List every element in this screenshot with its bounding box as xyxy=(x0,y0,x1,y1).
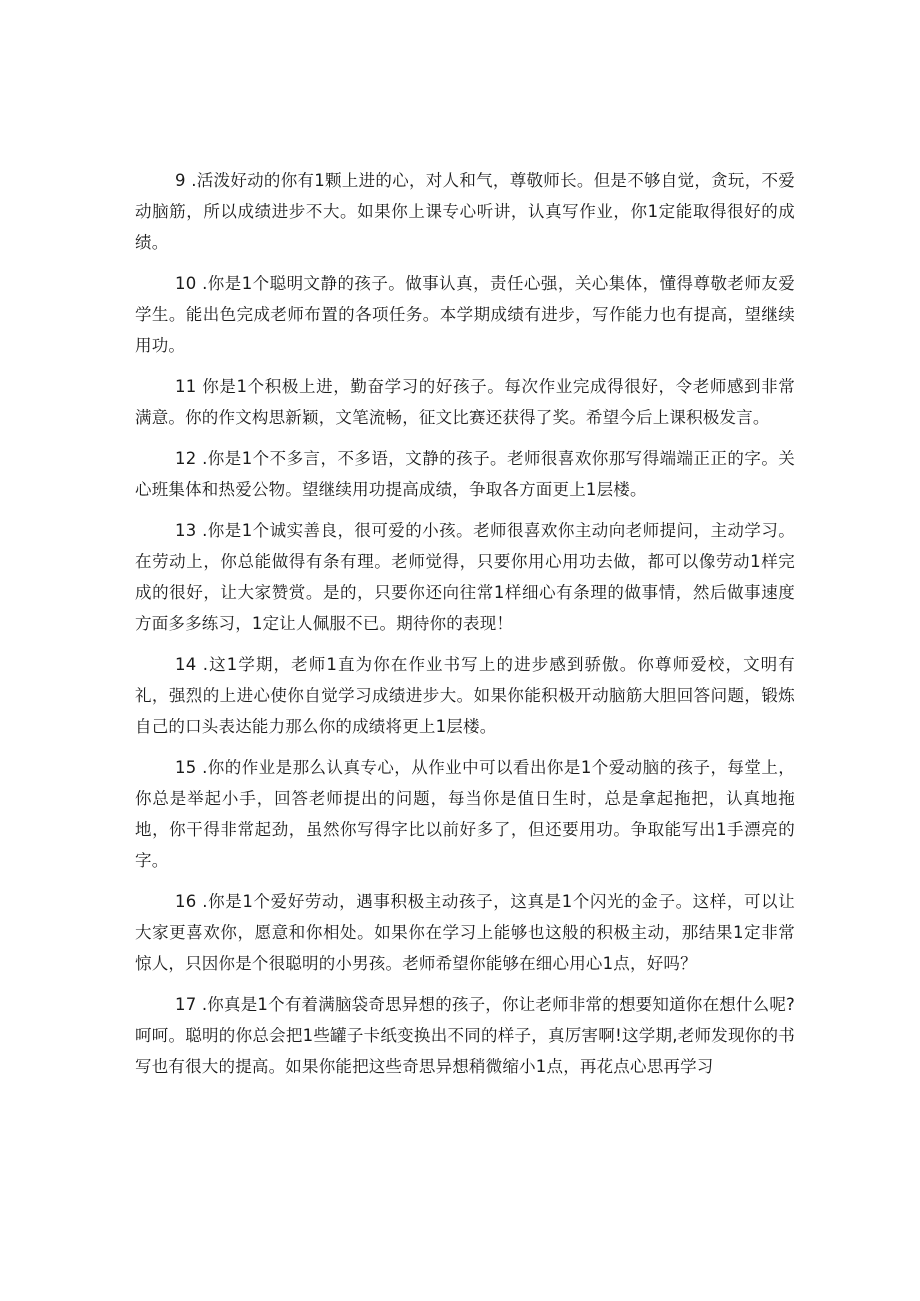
document-page xyxy=(135,165,795,1092)
comment-paragraph-10: 10 .你是1个聪明文静的孩子。做事认真，责任心强，关心集体，懂得尊敬老师友爱学生。能出色完成老师布置的各项任务。本学期成绩有进步，写作能力也有提高，望继续用功。 xyxy=(135,274,795,355)
comment-paragraph-12: 12 .你是1个不多言，不多语，文静的孩子。老师很喜欢你那写得端端正正的字。关心班集体和热爱公物。望继续用功提高成绩，争取各方面更上1层楼。 xyxy=(135,449,795,499)
comment-paragraph-9: 9 .活泼好动的你有1颗上进的心，对人和气，尊敬师长。但是不够自觉，贪玩，不爱动脑筋，所以成绩进步不大。如果你上课专心听讲，认真写作业，你1定能取得很好的成绩。 xyxy=(135,171,795,252)
comment-paragraph-17: 17 .你真是1个有着满脑袋奇思异想的孩子，你让老师非常的想要知道你在想什么呢?呵呵。聪明的你总会把1些罐子卡纸变换出不同的样子，真厉害啊!这学期,老师发现你的书写也有很大的提高。如果你能把这些奇思异想稍微缩小1点，再花点心思再学习 xyxy=(135,995,795,1076)
comment-paragraph-16: 16 .你是1个爱好劳动，遇事积极主动孩子，这真是1个闪光的金子。这样，可以让大家更喜欢你，愿意和你相处。如果你在学习上能够也这般的积极主动，那结果1定非常惊人，只因你是个很聪明的小男孩。老师希望你能够在细心用心1点，好吗？ xyxy=(135,892,795,973)
comment-paragraph-11: 11 你是1个积极上进，勤奋学习的好孩子。每次作业完成得很好，令老师感到非常满意。你的作文构思新颖，文笔流畅，征文比赛还获得了奖。希望今后上课积极发言。 xyxy=(135,377,795,427)
comment-paragraph-15: 15 .你的作业是那么认真专心，从作业中可以看出你是1个爱动脑的孩子，每堂上，你总是举起小手，回答老师提出的问题，每当你是值日生时，总是拿起拖把，认真地拖地，你干得非常起劲，虽然你写得字比以前好多了，但还要用功。争取能写出1手漂亮的字。 xyxy=(135,758,795,870)
comment-paragraph-13: 13 .你是1个诚实善良，很可爱的小孩。老师很喜欢你主动向老师提问，主动学习。在劳动上，你总能做得有条有理。老师觉得，只要你用心用功去做，都可以像劳动1样完成的很好，让大家赞赏。是的，只要你还向往常1样细心有条理的做事情，然后做事速度方面多多练习，1定让人佩服不已。期待你的表现！ xyxy=(135,521,795,633)
comment-paragraph-14: 14 .这1学期，老师1直为你在作业书写上的进步感到骄傲。你尊师爱校，文明有礼，强烈的上进心使你自觉学习成绩进步大。如果你能积极开动脑筋大胆回答问题，锻炼自己的口头表达能力那么你的成绩将更上1层楼。 xyxy=(135,655,795,736)
